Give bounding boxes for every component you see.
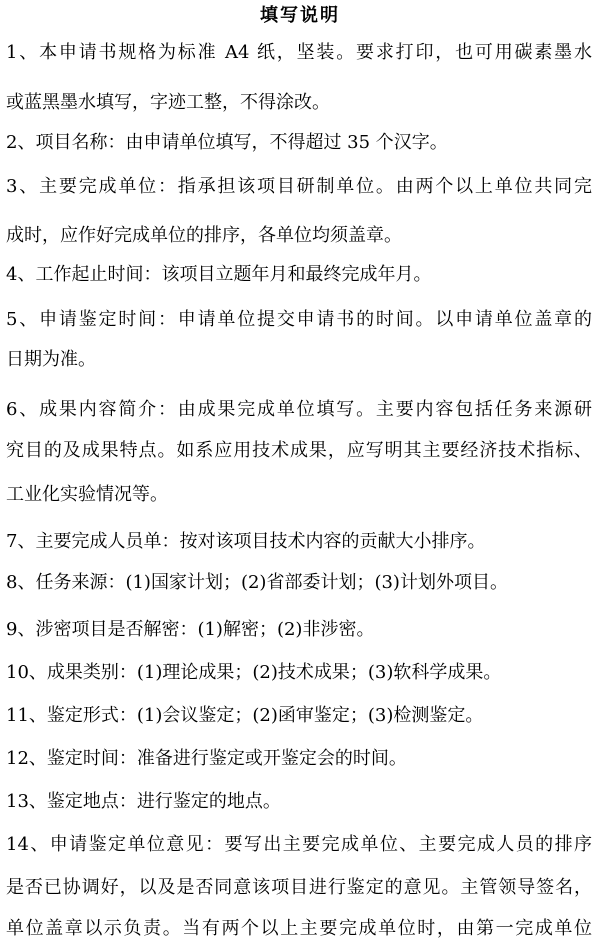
item-2-line-1: 2、项目名称：由申请单位填写，不得超过 35 个汉字。 (6, 132, 448, 153)
item-4-line-1: 4、工作起止时间：该项目立题年月和最终完成年月。 (6, 264, 432, 285)
item-1-line-1: 1、本申请书规格为标准 A4 纸，坚装。要求打印，也可用碳素墨水 (6, 42, 593, 63)
item-5-line-2: 日期为准。 (6, 349, 96, 370)
item-6-line-1: 6、成果内容简介：由成果完成单位填写。主要内容包括任务来源研 (6, 399, 592, 420)
item-6-line-3: 工业化实验情况等。 (6, 484, 168, 505)
item-14-line-3: 单位盖章以示负责。当有两个以上主要完成单位时，由第一完成单位 (6, 918, 592, 939)
item-13-line-1: 13、鉴定地点：进行鉴定的地点。 (6, 791, 281, 812)
item-12-line-1: 12、鉴定时间：准备进行鉴定或开鉴定会的时间。 (6, 748, 407, 769)
item-7-line-1: 7、主要完成人员单：按对该项目技术内容的贡献大小排序。 (6, 531, 486, 552)
item-14-line-1: 14、申请鉴定单位意见：要写出主要完成单位、主要完成人员的排序 (6, 834, 592, 855)
item-3-line-2: 成时，应作好完成单位的排序，各单位均须盖章。 (6, 225, 402, 246)
item-3-line-1: 3、主要完成单位：指承担该项目研制单位。由两个以上单位共同完 (6, 176, 592, 197)
item-9-line-1: 9、涉密项目是否解密：(1)解密；(2)非涉密。 (6, 619, 375, 640)
page-title: 填写说明 (260, 5, 340, 26)
item-5-line-1: 5、申请鉴定时间：申请单位提交申请书的时间。以申请单位盖章的 (6, 309, 592, 330)
item-8-line-1: 8、任务来源：(1)国家计划；(2)省部委计划；(3)计划外项目。 (6, 572, 508, 593)
item-14-line-2: 是否已协调好，以及是否同意该项目进行鉴定的意见。主管领导签名， (6, 877, 592, 898)
item-1-line-2: 或蓝黑墨水填写，字迹工整，不得涂改。 (6, 92, 330, 113)
item-11-line-1: 11、鉴定形式：(1)会议鉴定；(2)函审鉴定；(3)检测鉴定。 (6, 705, 484, 726)
item-10-line-1: 10、成果类别：(1)理论成果；(2)技术成果；(3)软科学成果。 (6, 662, 502, 683)
item-6-line-2: 究目的及成果特点。如系应用技术成果，应写明其主要经济技术指标、 (6, 440, 592, 461)
